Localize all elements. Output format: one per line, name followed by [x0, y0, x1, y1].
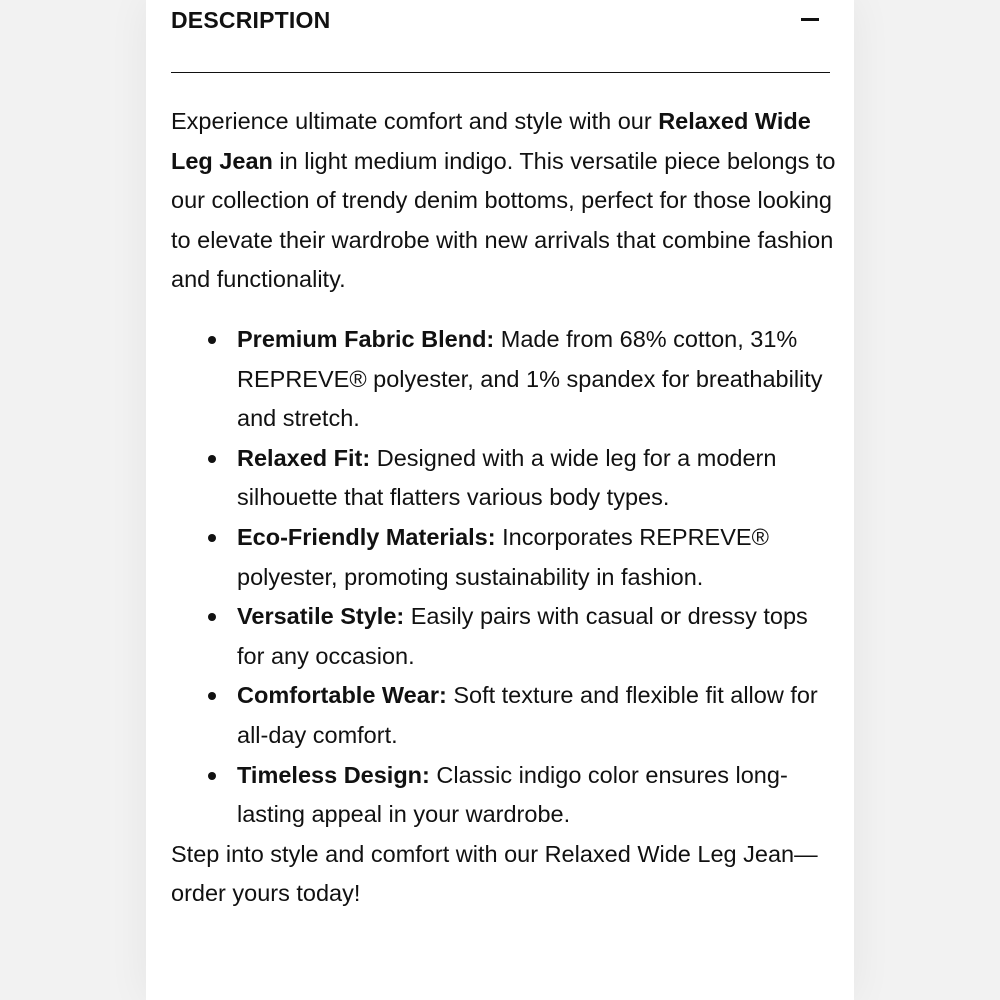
- feature-list: [171, 320, 841, 835]
- description-body: [171, 102, 841, 914]
- feature-label: Premium Fabric Blend:: [237, 325, 495, 352]
- feature-text: Soft texture and flexible fit allow for all-day comfort.: [237, 682, 818, 748]
- feature-text: Designed with a wide leg for a modern silhouette that flatters various body types.: [237, 444, 777, 511]
- description-header[interactable]: [171, 0, 829, 40]
- feature-text: Incorporates REPREVE® polyester, promoting sustainability in fashion.: [237, 523, 769, 590]
- list-item: [237, 597, 841, 676]
- bullet-icon: [208, 692, 216, 700]
- minus-icon[interactable]: [799, 6, 821, 32]
- list-item: [237, 756, 841, 835]
- list-item: [237, 439, 841, 518]
- section-title: DESCRIPTION: [171, 7, 331, 33]
- feature-text: Easily pairs with casual or dressy tops for any occasion.: [237, 603, 808, 669]
- header-divider: [171, 72, 830, 73]
- intro-text-1: Experience ultimate comfort and style with our: [171, 108, 659, 134]
- feature-label: Versatile Style:: [237, 603, 405, 630]
- list-item: [237, 320, 841, 439]
- list-item: [237, 676, 841, 755]
- product-name: Relaxed Wide Leg Jean: [171, 108, 811, 174]
- feature-label: Timeless Design:: [237, 761, 430, 788]
- description-panel: [146, 0, 854, 1000]
- bullet-icon: [208, 613, 216, 621]
- bullet-icon: [208, 336, 216, 344]
- feature-text: Classic indigo color ensures long-lasting appeal in your wardrobe.: [237, 761, 788, 828]
- bullet-icon: [208, 772, 216, 780]
- feature-label: Relaxed Fit:: [237, 444, 371, 471]
- minus-icon-bar: [801, 18, 819, 21]
- feature-label: Eco-Friendly Materials:: [237, 523, 496, 550]
- feature-label: Comfortable Wear:: [237, 682, 447, 709]
- bullet-icon: [208, 455, 216, 463]
- feature-text: Made from 68% cotton, 31% REPREVE® polyester, and 1% spandex for breathability and stretch.: [237, 325, 823, 432]
- intro-paragraph: [171, 102, 841, 300]
- bullet-icon: [208, 534, 216, 542]
- list-item: [237, 518, 841, 597]
- outro-paragraph: Step into style and comfort with our Relaxed Wide Leg Jean—order yours today!: [171, 840, 818, 907]
- intro-text-2: in light medium indigo. This versatile piece belongs to our collection of trendy denim bottoms, perfect for those looking to elevate their wardrobe with new arrivals that combine fashion and functionality.: [171, 147, 836, 293]
